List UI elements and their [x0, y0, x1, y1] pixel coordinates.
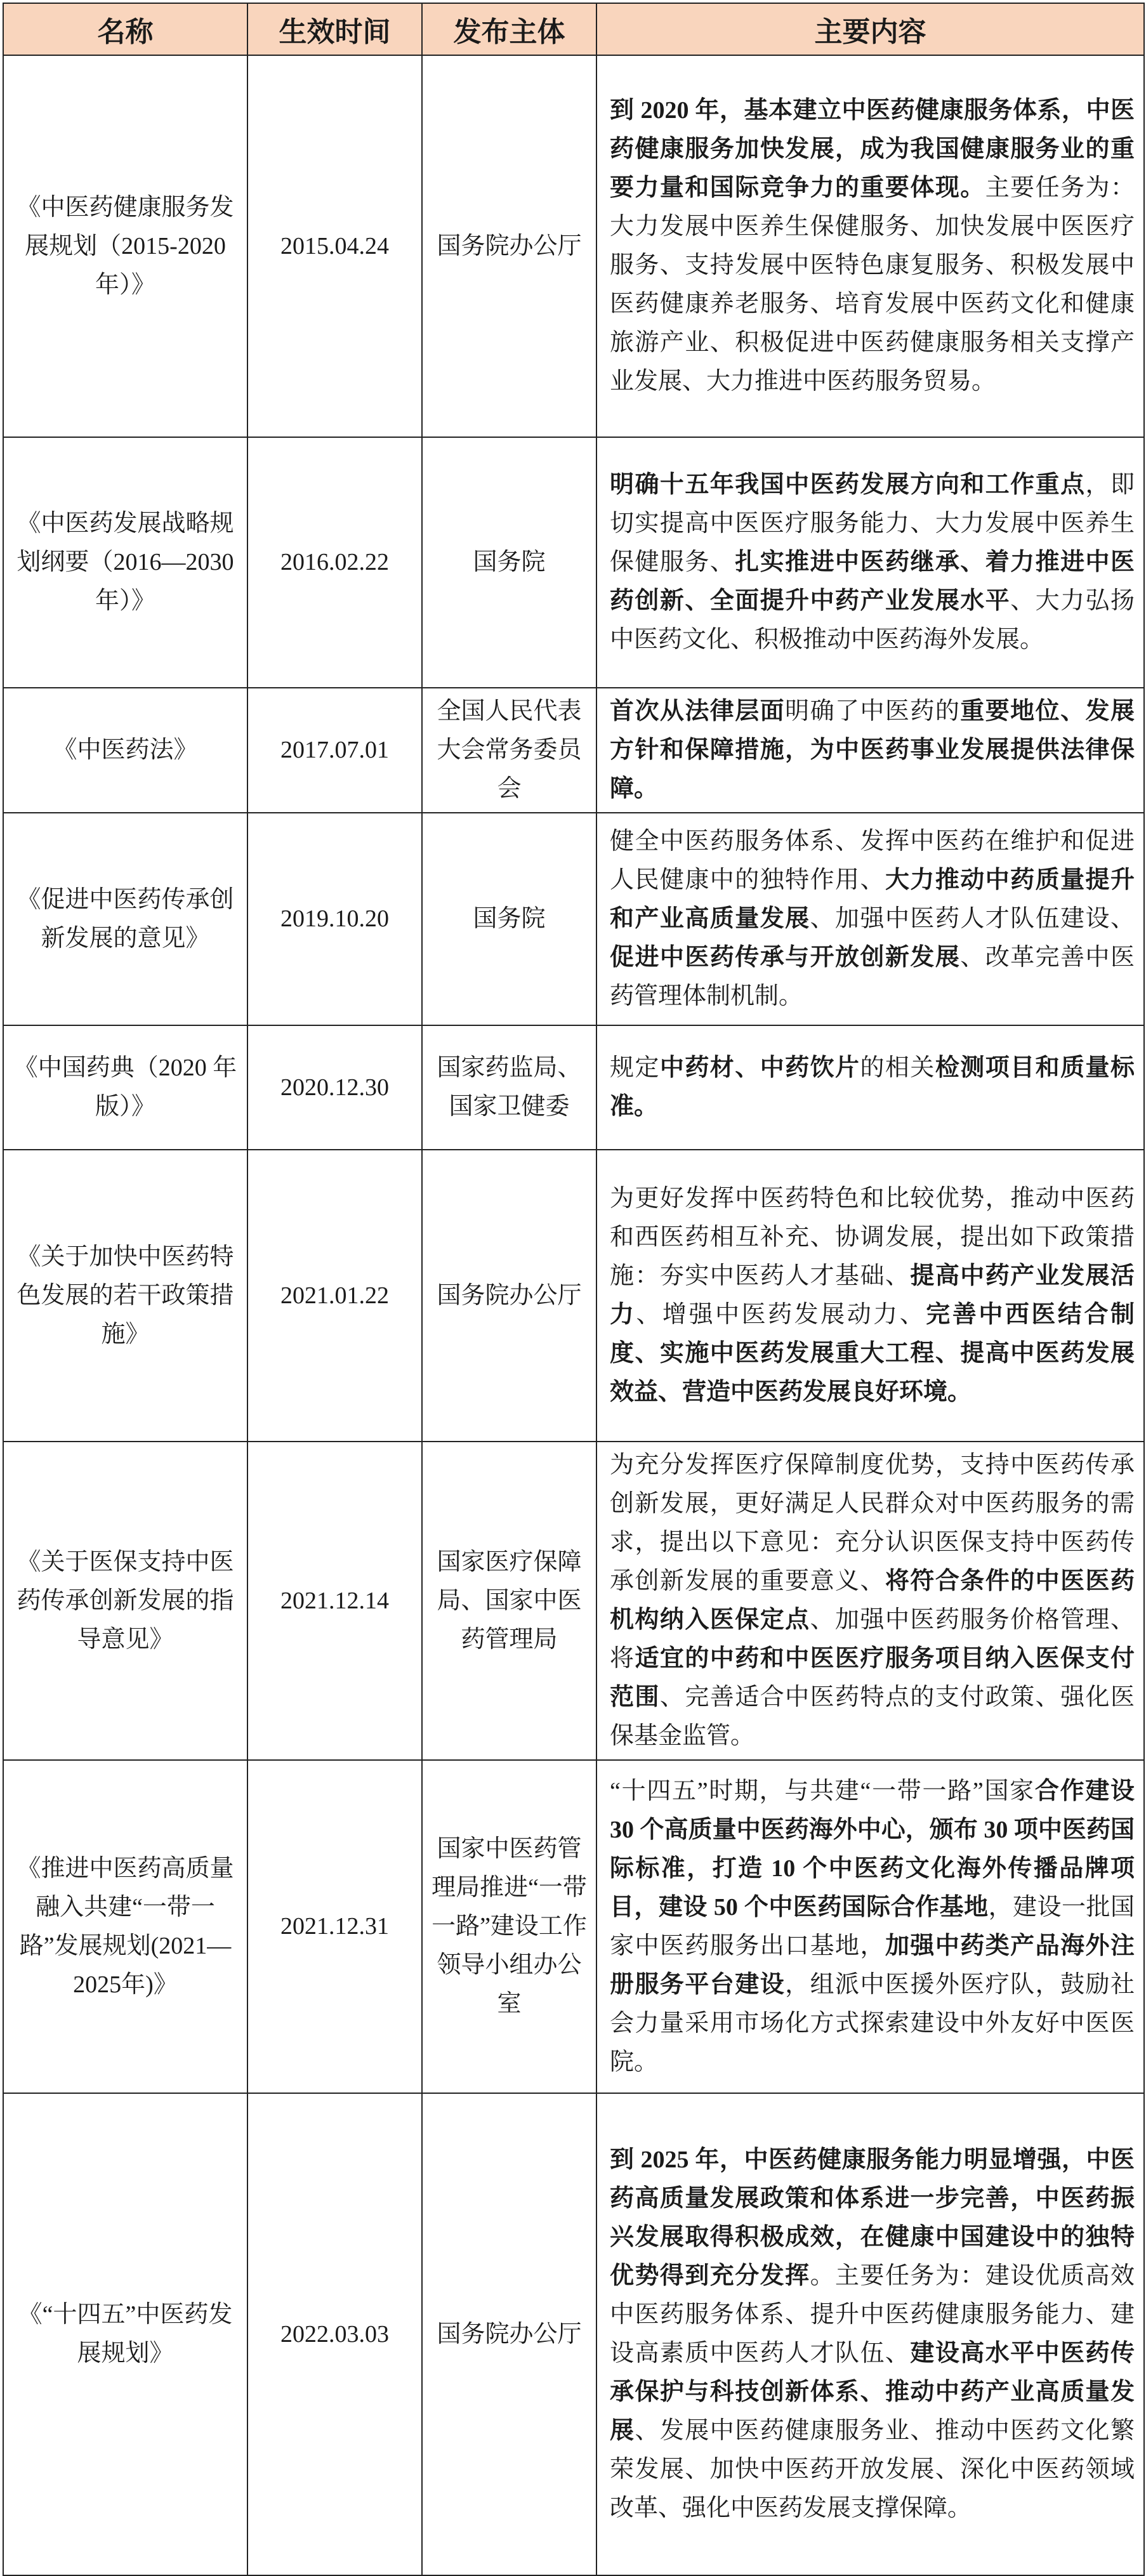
content-emphasis: 将符合条件的中医医药机构纳入医保定点 — [610, 1568, 1135, 1633]
header-row — [3, 3, 1144, 55]
table-header — [3, 3, 1144, 55]
table-body — [3, 55, 1144, 2575]
content-text: 、改革完善中医药管理体制机制。 — [610, 944, 1135, 1009]
content-text: 、发展中医药健康服务业、推动中医药文化繁荣发展、加快中医药开放发展、深化中医药领域改革、强化中医药发展支撑保障。 — [610, 2417, 1135, 2521]
issuer-cell: 国务院办公厅 — [422, 55, 596, 437]
header-main-content: 主要内容 — [596, 3, 1144, 55]
effective-date-cell: 2021.01.22 — [247, 1150, 422, 1442]
content-emphasis: 到 2025 年，中医药健康服务能力明显增强，中医药高质量发展政策和体系进一步完善，中医药振兴发展取得积极成效，在健康中国建设中的独特优势得到充分发挥 — [610, 2146, 1135, 2289]
table-row — [3, 55, 1144, 437]
content-emphasis: 促进中医药传承与开放创新发展 — [610, 944, 961, 971]
content-emphasis: 重要地位、发展方针和保障措施，为中医药事业发展提供法律保障。 — [610, 698, 1135, 802]
content-text: 主要任务为：大力发展中医养生保健服务、加快发展中医医疗服务、支持发展中医特色康复服务、积极发展中医药健康养老服务、培育发展中医药文化和健康旅游产业、积极促进中医药健康服务相关支撑产业发展、大力推进中医药服务贸易。 — [610, 174, 1135, 395]
header-issuer: 发布主体 — [422, 3, 596, 55]
content-text: 规定 — [610, 1055, 660, 1081]
policy-name-cell: 《关于加快中医药特色发展的若干政策措施》 — [3, 1150, 247, 1442]
policy-name-cell: 《推进中医药高质量融入共建“一带一路”发展规划(2021—2025年)》 — [3, 1760, 247, 2093]
content-emphasis: 中药材、中药饮片 — [659, 1055, 860, 1081]
content-text: 、增强中医药发展动力、 — [636, 1301, 926, 1328]
content-text: 、大力弘扬中医药文化、积极推动中医药海外发展。 — [610, 588, 1135, 653]
content-emphasis: 建设高水平中医药传承保护与科技创新体系、推动中药产业高质量发展 — [610, 2340, 1135, 2444]
header-effective-date: 生效时间 — [247, 3, 422, 55]
main-content-cell — [596, 437, 1144, 688]
main-content-cell — [596, 688, 1144, 813]
policy-table — [3, 3, 1145, 2576]
table-row — [3, 813, 1144, 1025]
content-text: ，组派中医援外医疗队，鼓励社会力量采用市场化方式探索建设中外友好中医医院。 — [610, 1971, 1135, 2075]
content-text: 为充分发挥医疗保障制度优势，支持中医药传承创新发展，更好满足人民群众对中医药服务的需求，提出以下意见：充分认识医保支持中医药传承创新发展的重要意义、 — [610, 1452, 1135, 1594]
policy-name-cell: 《中医药法》 — [3, 688, 247, 813]
effective-date-cell: 2015.04.24 — [247, 55, 422, 437]
effective-date-cell: 2019.10.20 — [247, 813, 422, 1025]
content-text: 为更好发挥中医药特色和比较优势，推动中医药和西医药相互补充、协调发展，提出如下政策措施：夯实中医药人才基础、 — [610, 1185, 1135, 1289]
issuer-cell: 国家医疗保障局、国家中医药管理局 — [422, 1442, 596, 1760]
policy-name-cell: 《中医药发展战略规划纲要（2016—2030年）》 — [3, 437, 247, 688]
content-text: ，建设一批国家中医药服务出口基地， — [610, 1893, 1135, 1959]
content-emphasis: 到 2020 年，基本建立中医药健康服务体系，中医药健康服务加快发展，成为我国健康服务业的重要力量和国际竞争力的重要体现。 — [610, 97, 1135, 201]
content-text: “十四五”时期，与共建“一带一路”国家 — [610, 1777, 1035, 1804]
table-row — [3, 1442, 1144, 1760]
policy-name-cell: 《促进中医药传承创新发展的意见》 — [3, 813, 247, 1025]
content-text: 的相关 — [860, 1055, 935, 1081]
main-content-cell — [596, 813, 1144, 1025]
effective-date-cell: 2017.07.01 — [247, 688, 422, 813]
content-emphasis: 首次从法律层面 — [610, 698, 786, 725]
effective-date-cell: 2016.02.22 — [247, 437, 422, 688]
content-emphasis: 适宜的中药和中医医疗服务项目纳入医保支付范围 — [610, 1645, 1135, 1711]
main-content-cell — [596, 1442, 1144, 1760]
effective-date-cell: 2020.12.30 — [247, 1025, 422, 1150]
table-row — [3, 1760, 1144, 2093]
content-text: 健全中医药服务体系、发挥中医药在维护和促进人民健康中的独特作用、 — [610, 828, 1135, 893]
issuer-cell: 国家中医药管理局推进“一带一路”建设工作领导小组办公室 — [422, 1760, 596, 2093]
effective-date-cell: 2021.12.14 — [247, 1442, 422, 1760]
content-emphasis: 检测项目和质量标准。 — [610, 1055, 1135, 1120]
policy-name-cell: 《中国药典（2020 年版）》 — [3, 1025, 247, 1150]
policy-name-cell: 《关于医保支持中医药传承创新发展的指导意见》 — [3, 1442, 247, 1760]
table-row — [3, 437, 1144, 688]
content-emphasis: 明确十五年我国中医药发展方向和工作重点 — [610, 471, 1086, 498]
main-content-cell — [596, 1025, 1144, 1150]
policy-name-cell: 《“十四五”中医药发展规划》 — [3, 2093, 247, 2575]
content-emphasis: 完善中西医结合制度、实施中医药发展重大工程、提高中医药发展效益、营造中医药发展良好环境。 — [610, 1301, 1135, 1405]
table-row — [3, 1025, 1144, 1150]
main-content-cell — [596, 1150, 1144, 1442]
issuer-cell: 国家药监局、国家卫健委 — [422, 1025, 596, 1150]
content-emphasis: 大力推动中药质量提升和产业高质量发展 — [610, 867, 1135, 932]
issuer-cell: 国务院办公厅 — [422, 2093, 596, 2575]
table-row — [3, 1150, 1144, 1442]
content-text: 、加强中医药人才队伍建设、 — [810, 905, 1135, 932]
table-row — [3, 688, 1144, 813]
content-emphasis: 加强中药类产品海外注册服务平台建设 — [610, 1932, 1135, 1998]
content-text: 明确了中医药的 — [785, 698, 961, 725]
effective-date-cell: 2021.12.31 — [247, 1760, 422, 2093]
main-content-cell — [596, 2093, 1144, 2575]
policy-name-cell: 《中医药健康服务发展规划（2015-2020年）》 — [3, 55, 247, 437]
content-emphasis: 扎实推进中医药继承、着力推进中医药创新、全面提升中药产业发展水平 — [610, 549, 1135, 614]
content-emphasis: 提高中药产业发展活力 — [610, 1263, 1135, 1328]
content-text: 。主要任务为：建设优质高效中医药服务体系、提升中医药健康服务能力、建设高素质中医药人才队伍、 — [610, 2263, 1135, 2367]
content-text: 、加强中医药服务价格管理、将 — [610, 1607, 1135, 1672]
issuer-cell: 国务院 — [422, 813, 596, 1025]
issuer-cell: 全国人民代表大会常务委员会 — [422, 688, 596, 813]
issuer-cell: 国务院 — [422, 437, 596, 688]
effective-date-cell: 2022.03.03 — [247, 2093, 422, 2575]
content-text: 、完善适合中医药特点的支付政策、强化医保基金监管。 — [610, 1684, 1135, 1749]
main-content-cell — [596, 1760, 1144, 2093]
issuer-cell: 国务院办公厅 — [422, 1150, 596, 1442]
table-row — [3, 2093, 1144, 2575]
content-emphasis: 合作建设 30 个高质量中医药海外中心，颁布 30 项中医药国际标准，打造 10 个中医药文化海外传播品牌项目，建设 50 个中医药国际合作基地 — [610, 1777, 1135, 1921]
main-content-cell — [596, 55, 1144, 437]
header-name: 名称 — [3, 3, 247, 55]
content-text: ，即切实提高中医医疗服务能力、大力发展中医养生保健服务、 — [610, 471, 1135, 575]
